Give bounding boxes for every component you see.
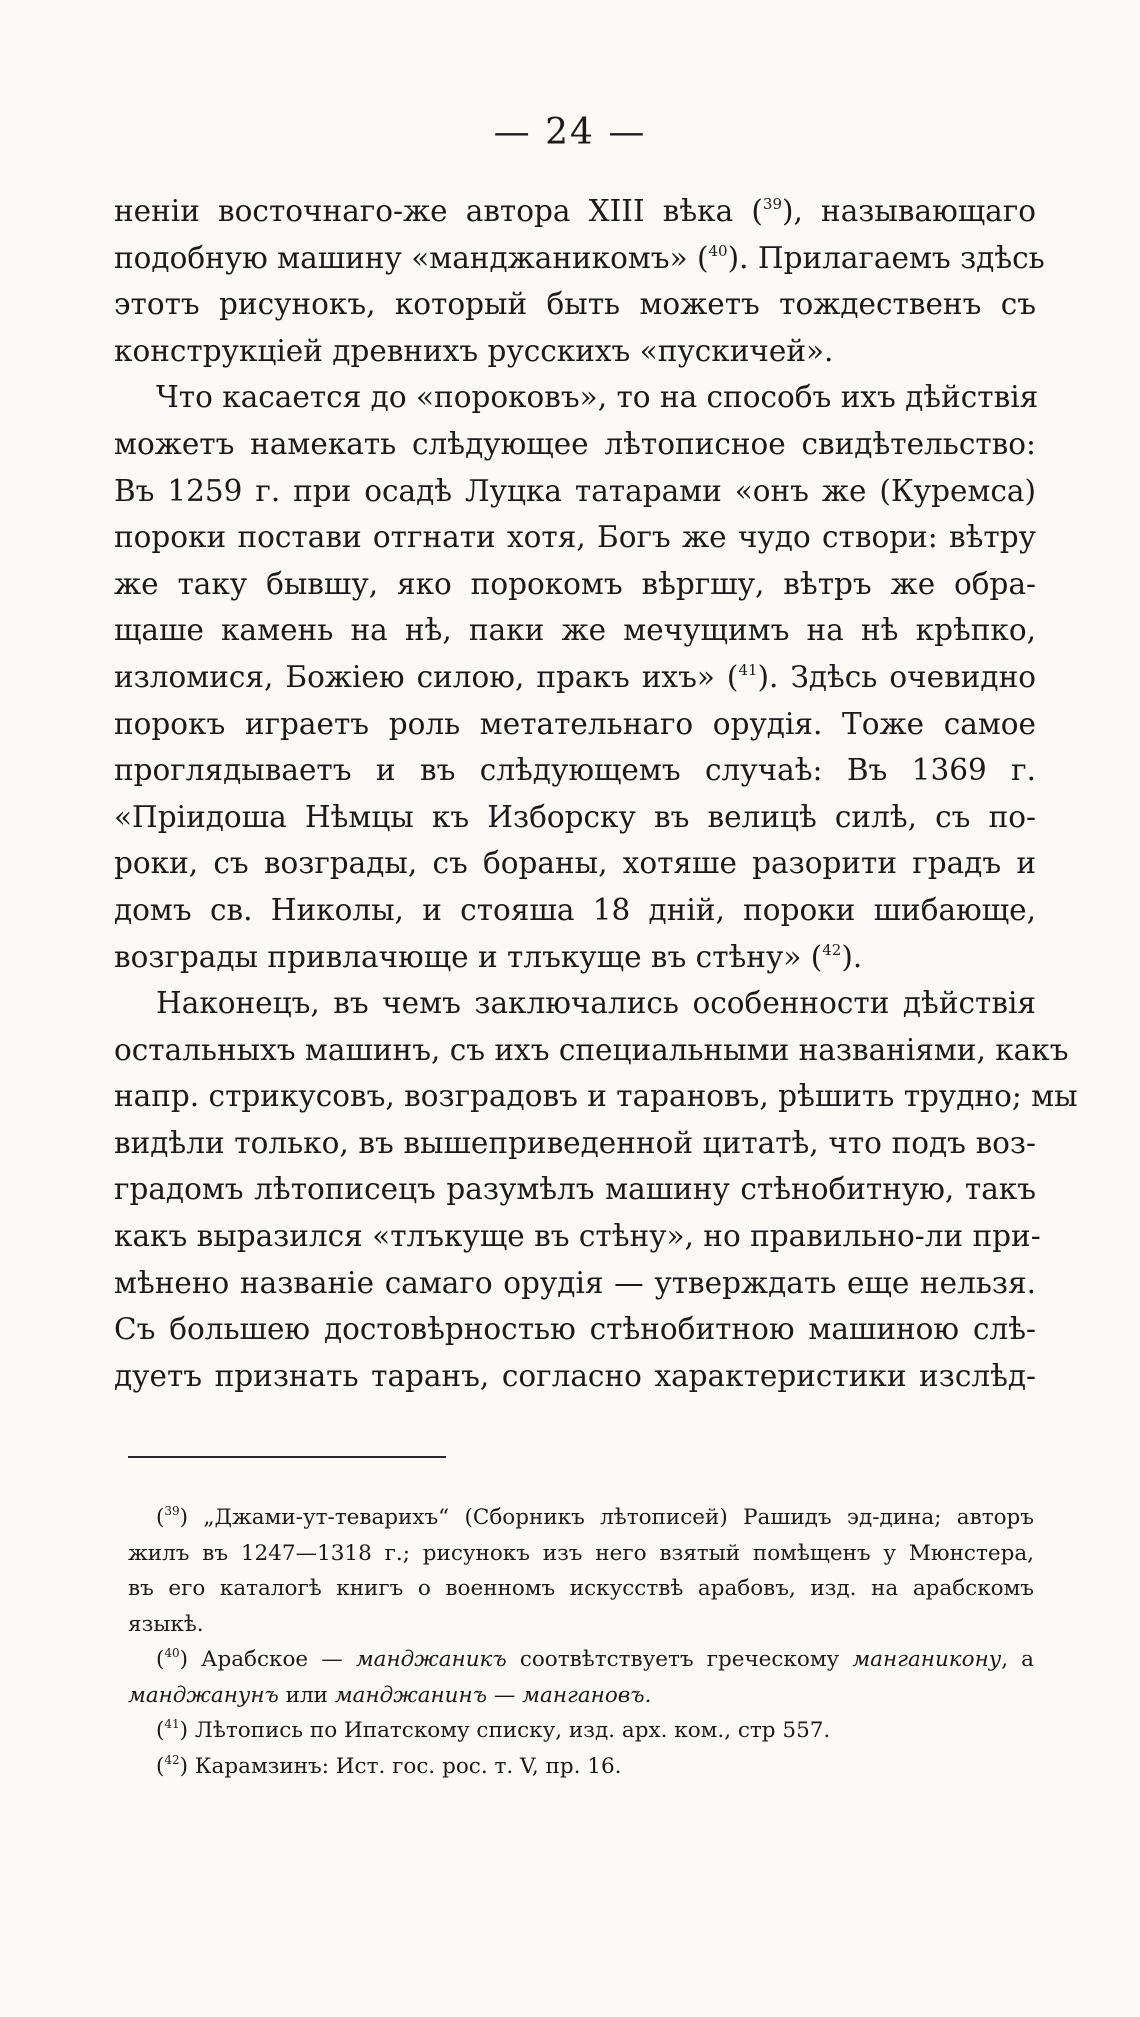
footnote-number: 39 — [164, 1504, 180, 1518]
text-line: пороки постави отгнати хотя, Богъ же чудо створи: вѣтру — [114, 520, 1036, 555]
footnote-ref[interactable]: 42 — [822, 940, 842, 959]
footnote-ref[interactable]: 41 — [738, 660, 758, 679]
footnote-number: 41 — [164, 1717, 180, 1731]
text-line: Въ 1259 г. при осадѣ Луцка татарами «онъ же (Куремса) — [114, 473, 1036, 508]
text-line: напр. стрикусовъ, возградовъ и тарановъ, рѣшить трудно; мы — [114, 1079, 1078, 1114]
footnote-ref[interactable]: 39 — [762, 195, 782, 213]
footnote-line: въ его каталогѣ книгъ о военномъ искусствѣ арабовъ, изд. на арабскомъ — [128, 1576, 1034, 1601]
footnote-number: 40 — [164, 1646, 180, 1660]
text-line: ненiи восточнаго-же автора XIII вѣка ($^{39}$), называющаго — [114, 194, 1036, 228]
text-line: изломися, Божiею силою, пракъ ихъ» ($^{41}$). Здѣсь очевидно — [114, 659, 1036, 694]
page-number: — 24 — — [493, 112, 647, 153]
text-line: мѣнено названiе самаго орудiя — утверждать еще нельзя. — [114, 1265, 1036, 1300]
text-line: проглядываетъ и въ слѣдующемъ случаѣ: Въ 1369 г. — [114, 753, 1036, 788]
footnote-41: ($^{41}$) Лѣтопись по Ипатскому списку, изд. арх. ком., стр 557. — [156, 1717, 831, 1743]
text-line: Съ большею достовѣрностью стѣнобитною машиною слѣ- — [114, 1312, 1036, 1347]
text-line: роки, съ возграды, съ бораны, хотяше разорити градъ и — [114, 846, 1036, 881]
footnote-divider — [128, 1456, 446, 1458]
footnote-number: 42 — [164, 1752, 180, 1767]
text-line: порокъ играетъ роль метательнаго орудiя. Тоже самое — [114, 706, 1036, 741]
footnote-39: ($^{39}$) „Джами-ут-теварихъ“ (Сборникъ лѣтописей) Рашидъ эд-дина; авторъ — [156, 1504, 1034, 1530]
text-line: Что касается до «пороковъ», то на способъ ихъ дѣйствiя — [156, 380, 1039, 415]
text-line: Наконецъ, въ чемъ заключались особенности дѣйствiя — [156, 986, 1036, 1021]
text-line: какъ выразился «тлъкуще въ стѣну», но правильно-ли при- — [114, 1219, 1041, 1254]
text-line: градомъ лѣтописецъ разумѣлъ машину стѣнобитную, такъ — [114, 1172, 1036, 1207]
text-line: же таку бывшу, яко порокомъ вѣргшу, вѣтръ же обра- — [114, 566, 1036, 601]
text-line: щаше камень на нѣ, паки же мечущимъ на нѣ крѣпко, — [114, 613, 1036, 648]
text-line: этотъ рисунокъ, который быть можетъ тождественъ съ — [114, 287, 1036, 322]
footnote-line: языкѣ. — [128, 1611, 204, 1637]
text-line: дуетъ признать таранъ, согласно характеристики изслѣд- — [114, 1358, 1036, 1393]
footnote-40: ($^{40}$) Арабское — манджаникъ соотвѣтствуетъ греческому манганикону, а — [156, 1646, 1034, 1672]
text-line: можетъ намекать слѣдующее лѣтописное свидѣтельство: — [114, 426, 1036, 461]
footnote-line: жилъ въ 1247—1318 г.; рисунокъ изъ него взятый помѣщенъ у Мюнстера, — [128, 1540, 1034, 1566]
footnote-line: манджанунъ или манджанинъ — мангановъ. — [128, 1682, 652, 1708]
text-line: конструкцiей древнихъ русскихъ «пускичей». — [114, 333, 834, 368]
text-line: возграды привлачюще и тлъкуще въ стѣну» ($^{42}$). — [114, 939, 863, 974]
footnote-42: ($^{42}$) Карамзинъ: Ист. гос. рос. т. V, пр. 16. — [156, 1752, 622, 1779]
text-line: «Прiидоша Нѣмцы къ Изборску въ велицѣ силѣ, съ по- — [114, 799, 1036, 834]
text-line: видѣли только, въ вышеприведенной цитатѣ, что подъ воз- — [114, 1125, 1036, 1160]
text-line: остальныхъ машинъ, съ ихъ специальными названiями, какъ — [114, 1032, 1069, 1067]
footnotes — [128, 1500, 1034, 1784]
text-line: подобную машину «манджаникомъ» ($^{40}$). Прилагаемъ здѣсь — [114, 240, 1045, 275]
main-text — [114, 188, 1078, 1399]
text-line: домъ св. Николы, и стояша 18 днiй, пороки шибающе, — [114, 892, 1036, 927]
footnote-ref[interactable]: 40 — [708, 241, 728, 260]
